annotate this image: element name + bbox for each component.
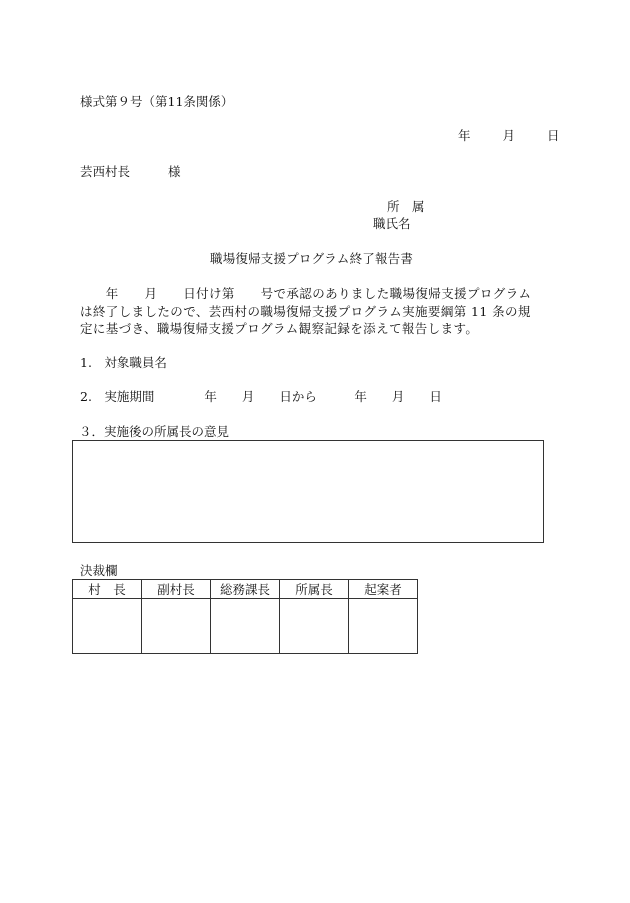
body-line: は終了しましたので、芸西村の職場復帰支援プログラム実施要綱第 11 条の規	[80, 303, 531, 319]
approval-seal-cell-general-affairs-chief[interactable]	[211, 599, 280, 654]
form-number: 様式第９号（第11条関係）	[80, 94, 234, 109]
body-paragraph	[80, 285, 550, 338]
date-year-label: 年	[458, 128, 471, 143]
document-title: 職場復帰支援プログラム終了報告書	[210, 251, 414, 266]
body-line: 定に基づき、職場復帰支援プログラム観察記録を添えて報告します。	[80, 321, 479, 336]
addressee-honorific: 様	[168, 164, 181, 179]
affiliation-label: 所 属	[387, 199, 425, 214]
approval-header-vice-mayor: 副村長	[142, 580, 211, 599]
body-line: 年 月 日付け第 号で承認のありました職場復帰支援プログラム	[80, 286, 532, 301]
opinion-box[interactable]	[72, 440, 544, 543]
approval-seal-cell-mayor[interactable]	[73, 599, 142, 654]
addressee-name: 芸西村長	[80, 164, 131, 179]
date-month-label: 月	[502, 128, 516, 143]
item-period: 2. 実施期間 年 月 日から 年 月 日	[80, 389, 442, 404]
staff-name-label: 職氏名	[373, 216, 411, 231]
addressee	[80, 166, 181, 179]
approval-seal-cell-drafter[interactable]	[349, 599, 418, 654]
approval-header-mayor: 村 長	[73, 580, 142, 599]
date-line	[458, 130, 560, 143]
approval-header-drafter: 起案者	[349, 580, 418, 599]
approval-seal-cell-vice-mayor[interactable]	[142, 599, 211, 654]
approval-header-general-affairs-chief: 総務課長	[211, 580, 280, 599]
item-opinion-label: ３．実施後の所属長の意見	[79, 424, 230, 439]
approval-header-department-head: 所属長	[280, 580, 349, 599]
approval-seal-row	[73, 599, 418, 654]
approval-header-row	[73, 580, 418, 599]
approval-seal-cell-department-head[interactable]	[280, 599, 349, 654]
date-day-label: 日	[547, 128, 560, 143]
approval-table	[72, 579, 418, 654]
item-target-staff: 1. 対象職員名	[80, 355, 167, 370]
approval-label: 決裁欄	[80, 563, 118, 578]
